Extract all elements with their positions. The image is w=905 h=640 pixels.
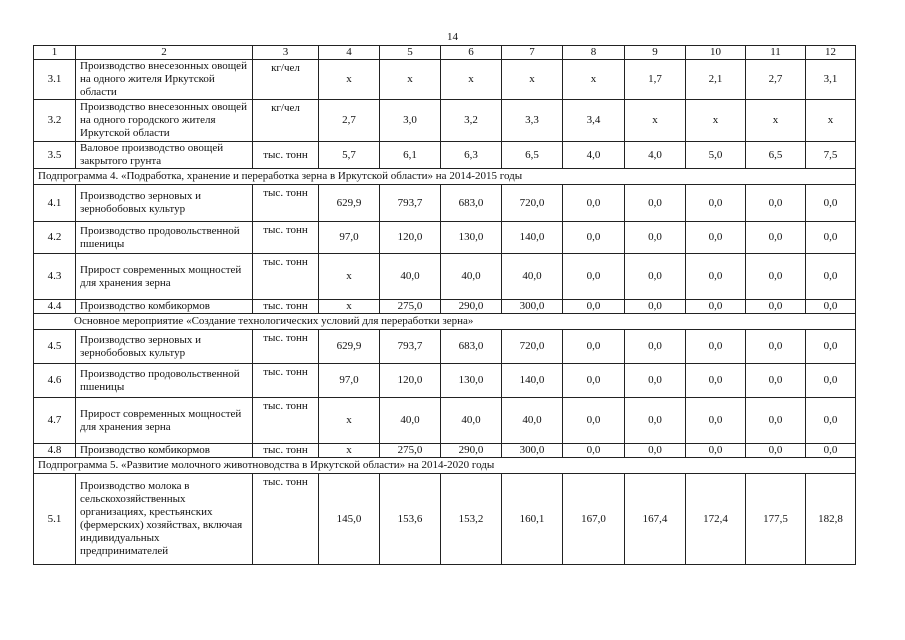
value-cell: 0,0 bbox=[563, 254, 625, 300]
value-cell: 793,7 bbox=[380, 330, 441, 364]
section-title: Подпрограмма 5. «Развитие молочного животноводства в Иркутской области» на 2014-2020 годы bbox=[34, 458, 856, 474]
indicator-name: Производство внесезонных овощей на одного жителя Иркутской области bbox=[76, 60, 253, 100]
value-cell: 140,0 bbox=[502, 364, 563, 398]
table-row bbox=[34, 474, 856, 565]
unit-cell: тыс. тонн bbox=[253, 254, 319, 300]
value-cell: 0,0 bbox=[686, 364, 746, 398]
value-cell: 720,0 bbox=[502, 330, 563, 364]
value-cell: х bbox=[319, 300, 380, 314]
value-cell: 0,0 bbox=[563, 185, 625, 222]
value-cell: 40,0 bbox=[380, 254, 441, 300]
indicator-name: Производство молока в сельскохозяйственных организациях, крестьянских (фермерских) хозяйствах, включая индивидуальных предпринимателей bbox=[76, 474, 253, 565]
indicator-name: Прирост современных мощностей для хранения зерна bbox=[76, 398, 253, 444]
value-cell: х bbox=[806, 100, 856, 142]
value-cell: 629,9 bbox=[319, 185, 380, 222]
value-cell: 0,0 bbox=[563, 330, 625, 364]
row-number: 4.2 bbox=[34, 222, 76, 254]
value-cell: 0,0 bbox=[746, 444, 806, 458]
value-cell: 0,0 bbox=[563, 364, 625, 398]
value-cell: 290,0 bbox=[441, 444, 502, 458]
value-cell: 0,0 bbox=[686, 330, 746, 364]
value-cell: 2,7 bbox=[319, 100, 380, 142]
value-cell: 300,0 bbox=[502, 300, 563, 314]
value-cell: 0,0 bbox=[746, 364, 806, 398]
value-cell: 97,0 bbox=[319, 222, 380, 254]
value-cell: 167,0 bbox=[563, 474, 625, 565]
value-cell: 153,6 bbox=[380, 474, 441, 565]
value-cell: 40,0 bbox=[502, 254, 563, 300]
row-number: 3.2 bbox=[34, 100, 76, 142]
indicator-name: Прирост современных мощностей для хранения зерна bbox=[76, 254, 253, 300]
value-cell: х bbox=[380, 60, 441, 100]
value-cell: 120,0 bbox=[380, 364, 441, 398]
value-cell: 5,7 bbox=[319, 142, 380, 169]
value-cell: 275,0 bbox=[380, 444, 441, 458]
page-number: 14 bbox=[447, 31, 458, 43]
indicator-name: Производство комбикормов bbox=[76, 300, 253, 314]
value-cell: х bbox=[319, 60, 380, 100]
table-row bbox=[34, 60, 856, 100]
unit-cell: тыс. тонн bbox=[253, 330, 319, 364]
value-cell: 0,0 bbox=[806, 398, 856, 444]
value-cell: 0,0 bbox=[563, 222, 625, 254]
section-row bbox=[34, 458, 856, 474]
value-cell: 0,0 bbox=[563, 444, 625, 458]
value-cell: х bbox=[625, 100, 686, 142]
column-number: 9 bbox=[625, 46, 686, 60]
unit-cell: кг/чел bbox=[253, 100, 319, 142]
value-cell: 0,0 bbox=[563, 398, 625, 444]
value-cell: 0,0 bbox=[625, 254, 686, 300]
value-cell: 130,0 bbox=[441, 222, 502, 254]
value-cell: 140,0 bbox=[502, 222, 563, 254]
value-cell: 120,0 bbox=[380, 222, 441, 254]
table-row bbox=[34, 142, 856, 169]
value-cell: 5,0 bbox=[686, 142, 746, 169]
column-number: 5 bbox=[380, 46, 441, 60]
value-cell: 6,3 bbox=[441, 142, 502, 169]
value-cell: 0,0 bbox=[806, 185, 856, 222]
row-number: 4.3 bbox=[34, 254, 76, 300]
column-number: 4 bbox=[319, 46, 380, 60]
column-number: 7 bbox=[502, 46, 563, 60]
value-cell: 167,4 bbox=[625, 474, 686, 565]
table-row bbox=[34, 100, 856, 142]
unit-cell: тыс. тонн bbox=[253, 185, 319, 222]
value-cell: х bbox=[319, 398, 380, 444]
value-cell: 130,0 bbox=[441, 364, 502, 398]
value-cell: х bbox=[563, 60, 625, 100]
indicator-name: Производство зерновых и зернобобовых культур bbox=[76, 330, 253, 364]
value-cell: 0,0 bbox=[686, 254, 746, 300]
row-number: 4.1 bbox=[34, 185, 76, 222]
value-cell: 172,4 bbox=[686, 474, 746, 565]
table-row bbox=[34, 330, 856, 364]
unit-cell: тыс. тонн bbox=[253, 222, 319, 254]
value-cell: 629,9 bbox=[319, 330, 380, 364]
value-cell: 0,0 bbox=[746, 222, 806, 254]
table-row bbox=[34, 300, 856, 314]
indicator-name: Производство внесезонных овощей на одного городского жителя Иркутской области bbox=[76, 100, 253, 142]
value-cell: 4,0 bbox=[563, 142, 625, 169]
value-cell: х bbox=[319, 444, 380, 458]
table-row bbox=[34, 254, 856, 300]
value-cell: 0,0 bbox=[625, 364, 686, 398]
value-cell: 0,0 bbox=[563, 300, 625, 314]
value-cell: 3,1 bbox=[806, 60, 856, 100]
table-row bbox=[34, 398, 856, 444]
value-cell: 683,0 bbox=[441, 185, 502, 222]
column-numbers-row bbox=[34, 46, 856, 60]
value-cell: 290,0 bbox=[441, 300, 502, 314]
column-number: 10 bbox=[686, 46, 746, 60]
column-number: 8 bbox=[563, 46, 625, 60]
section-row bbox=[34, 314, 856, 330]
value-cell: 3,2 bbox=[441, 100, 502, 142]
value-cell: 153,2 bbox=[441, 474, 502, 565]
value-cell: 0,0 bbox=[686, 444, 746, 458]
unit-cell: тыс. тонн bbox=[253, 444, 319, 458]
row-number: 4.5 bbox=[34, 330, 76, 364]
value-cell: 0,0 bbox=[625, 444, 686, 458]
value-cell: 275,0 bbox=[380, 300, 441, 314]
indicator-name: Валовое производство овощей закрытого грунта bbox=[76, 142, 253, 169]
value-cell: 40,0 bbox=[380, 398, 441, 444]
column-number: 6 bbox=[441, 46, 502, 60]
row-number: 3.5 bbox=[34, 142, 76, 169]
indicator-name: Производство зерновых и зернобобовых культур bbox=[76, 185, 253, 222]
value-cell: 0,0 bbox=[806, 444, 856, 458]
value-cell: х bbox=[686, 100, 746, 142]
value-cell: 0,0 bbox=[806, 254, 856, 300]
value-cell: 0,0 bbox=[625, 398, 686, 444]
value-cell: 97,0 bbox=[319, 364, 380, 398]
value-cell: 160,1 bbox=[502, 474, 563, 565]
unit-cell: тыс. тонн bbox=[253, 364, 319, 398]
value-cell: 0,0 bbox=[625, 300, 686, 314]
indicators-table bbox=[33, 45, 856, 565]
value-cell: х bbox=[746, 100, 806, 142]
value-cell: 3,3 bbox=[502, 100, 563, 142]
column-number: 3 bbox=[253, 46, 319, 60]
value-cell: 0,0 bbox=[625, 185, 686, 222]
row-number: 4.8 bbox=[34, 444, 76, 458]
value-cell: 6,1 bbox=[380, 142, 441, 169]
indicator-name: Производство продовольственной пшеницы bbox=[76, 222, 253, 254]
unit-cell: тыс. тонн bbox=[253, 300, 319, 314]
row-number: 3.1 bbox=[34, 60, 76, 100]
value-cell: 0,0 bbox=[686, 398, 746, 444]
value-cell: 793,7 bbox=[380, 185, 441, 222]
value-cell: 720,0 bbox=[502, 185, 563, 222]
section-row bbox=[34, 169, 856, 185]
value-cell: 0,0 bbox=[746, 330, 806, 364]
row-number: 4.7 bbox=[34, 398, 76, 444]
value-cell: 40,0 bbox=[441, 254, 502, 300]
value-cell: 0,0 bbox=[686, 222, 746, 254]
table-row bbox=[34, 444, 856, 458]
value-cell: 0,0 bbox=[746, 300, 806, 314]
value-cell: 7,5 bbox=[806, 142, 856, 169]
value-cell: 0,0 bbox=[806, 364, 856, 398]
column-number: 2 bbox=[76, 46, 253, 60]
unit-cell: тыс. тонн bbox=[253, 398, 319, 444]
row-number: 4.4 bbox=[34, 300, 76, 314]
indicator-name: Производство комбикормов bbox=[76, 444, 253, 458]
value-cell: 2,7 bbox=[746, 60, 806, 100]
section-title: Подпрограмма 4. «Подработка, хранение и переработка зерна в Иркутской области» на 2014-2015 годы bbox=[34, 169, 856, 185]
value-cell: 0,0 bbox=[625, 330, 686, 364]
value-cell: 683,0 bbox=[441, 330, 502, 364]
column-number: 1 bbox=[34, 46, 76, 60]
section-title: Основное мероприятие «Создание технологических условий для переработки зерна» bbox=[34, 314, 856, 330]
value-cell: 0,0 bbox=[686, 300, 746, 314]
column-number: 11 bbox=[746, 46, 806, 60]
column-number: 12 bbox=[806, 46, 856, 60]
value-cell: 182,8 bbox=[806, 474, 856, 565]
value-cell: 6,5 bbox=[502, 142, 563, 169]
row-number: 5.1 bbox=[34, 474, 76, 565]
value-cell: 0,0 bbox=[806, 300, 856, 314]
value-cell: 0,0 bbox=[746, 254, 806, 300]
table-row bbox=[34, 364, 856, 398]
value-cell: 0,0 bbox=[806, 222, 856, 254]
value-cell: 0,0 bbox=[746, 398, 806, 444]
value-cell: х bbox=[441, 60, 502, 100]
value-cell: 145,0 bbox=[319, 474, 380, 565]
unit-cell: кг/чел bbox=[253, 60, 319, 100]
value-cell: 0,0 bbox=[806, 330, 856, 364]
value-cell: 3,4 bbox=[563, 100, 625, 142]
value-cell: 1,7 bbox=[625, 60, 686, 100]
table-row bbox=[34, 185, 856, 222]
value-cell: 4,0 bbox=[625, 142, 686, 169]
value-cell: 6,5 bbox=[746, 142, 806, 169]
value-cell: 3,0 bbox=[380, 100, 441, 142]
value-cell: 0,0 bbox=[746, 185, 806, 222]
value-cell: 0,0 bbox=[625, 222, 686, 254]
value-cell: 40,0 bbox=[441, 398, 502, 444]
value-cell: 300,0 bbox=[502, 444, 563, 458]
value-cell: 177,5 bbox=[746, 474, 806, 565]
row-number: 4.6 bbox=[34, 364, 76, 398]
unit-cell: тыс. тонн bbox=[253, 474, 319, 565]
table-row bbox=[34, 222, 856, 254]
value-cell: 2,1 bbox=[686, 60, 746, 100]
indicator-name: Производство продовольственной пшеницы bbox=[76, 364, 253, 398]
value-cell: 40,0 bbox=[502, 398, 563, 444]
value-cell: х bbox=[319, 254, 380, 300]
value-cell: х bbox=[502, 60, 563, 100]
value-cell: 0,0 bbox=[686, 185, 746, 222]
unit-cell: тыс. тонн bbox=[253, 142, 319, 169]
